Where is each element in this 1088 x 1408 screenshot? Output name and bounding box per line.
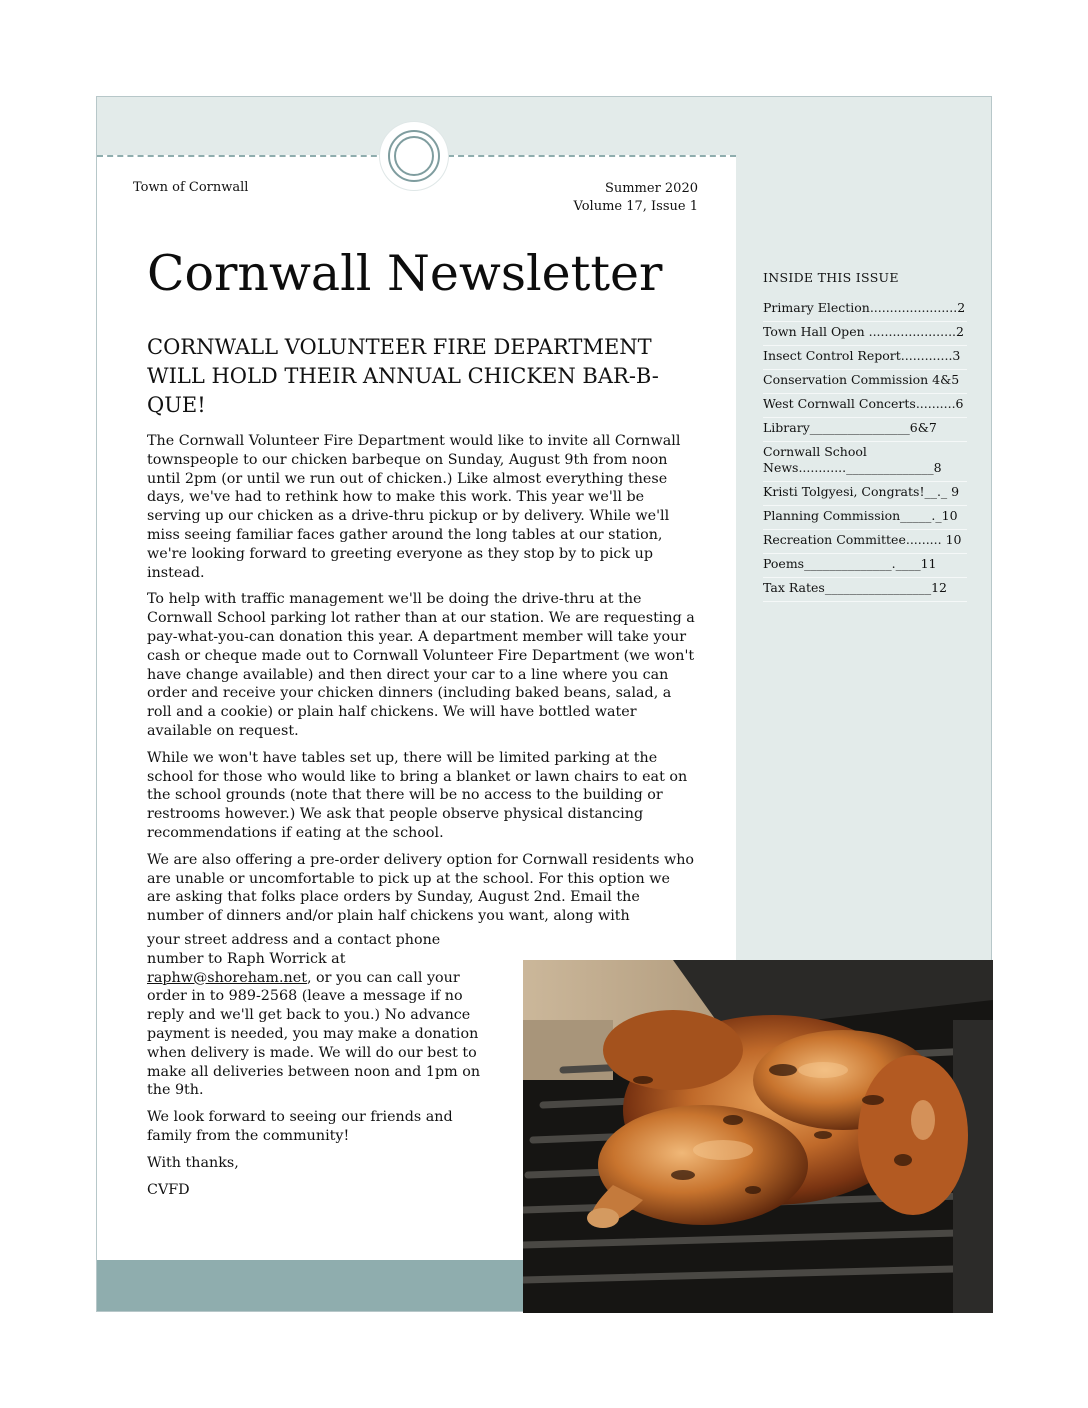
toc-list [763,298,967,602]
bottom-band [97,1260,527,1311]
article-paragraph-5: We look forward to seeing our friends and family from the community! [147,1109,453,1144]
toc-item: Insect Control Report.............3 [763,346,967,370]
article-paragraph-4-cont: your street address and a contact phone number to Raph Worrick at raphw@shoreham.net, or you can call your order in to 989-2568 (leave a message if no reply and we'll get back to you.) No advance payment is needed, you may make a donation when delivery is made. We will do our best to make all deliveries between noon and 1pm on the 9th. [147,932,481,1099]
toc-title: INSIDE THIS ISSUE [763,270,899,285]
article-paragraph-1: The Cornwall Volunteer Fire Department would like to invite all Cornwall townspeople to our chicken barbeque on Sunday, August 9th from noon until 2pm (or until we run out of chicken.) Like almost everything these days, we've had to rethink how to make this work. This year we'll be serving up our chicken as a drive-thru pickup or by delivery. While we'll miss seeing familiar faces gather around the long tables at our station, we're looking forward to greeting everyone as they stop by to pick up instead. [147,433,681,581]
toc-item: Library________________6&7 [763,418,967,442]
article-headline: CORNWALL VOLUNTEER FIRE DEPARTMENT WILL HOLD THEIR ANNUAL CHICKEN BAR-B-QUE! [147,335,659,417]
toc-item: Primary Election......................2 [763,298,967,322]
toc-item: Kristi Tolgyesi, Congrats!__._ 9 [763,482,967,506]
toc-item: Planning Commission_____._10 [763,506,967,530]
toc-item: Conservation Commission 4&5 [763,370,967,394]
dashed-rule-left [97,155,387,157]
email-link[interactable]: raphw@shoreham.net [147,969,307,986]
issue-volume: Volume 17, Issue 1 [573,199,698,214]
signature: CVFD [147,1181,190,1198]
issue-season: Summer 2020 [604,181,698,196]
town-name: Town of Cornwall [133,180,249,195]
toc-item: Town Hall Open ......................2 [763,322,967,346]
article-paragraph-4: We are also offering a pre-order delivery option for Cornwall residents who are unable or uncomfortable to pick up at the school. For this option we are asking that folks place orders by Sunday, August 2nd. Email the number of dinners and/or plain half chickens you want, along with [147,851,695,925]
toc-item: Poems______________.____11 [763,554,967,578]
article-paragraph-3: While we won't have tables set up, there will be limited parking at the school for those who would like to bring a blanket or lawn chairs to eat on the school grounds (note that there will be no access to the building or restrooms however.) We ask that people observe physical distancing recommendations if eating at the school. [147,749,688,841]
toc-item: Cornwall School News............______________8 [763,442,967,482]
issue-info [520,180,698,216]
toc-item: Tax Rates_________________12 [763,578,967,602]
article-paragraph-2: To help with traffic management we'll be doing the drive-thru at the Cornwall School parking lot rather than at our station. We are requesting a pay-what-you-can donation this year. A department member will take your cash or cheque made out to Cornwall Volunteer Fire Department (we won't have change available) and then direct your car to a line where you can order and receive your chicken dinners (including baked beans, salad, a roll and a cookie) or plain half chickens. We will have bottled water available on request. [147,591,695,739]
article-body [147,432,695,926]
closing-line: With thanks, [147,1154,239,1171]
toc-item: Recreation Committee......... 10 [763,530,967,554]
article-body-narrow [147,931,487,1207]
grilled-chicken-photo [523,960,993,1313]
toc-item: West Cornwall Concerts..........6 [763,394,967,418]
circle-emblem-icon [380,122,448,190]
newsletter-title: Cornwall Newsletter [147,245,663,302]
dashed-rule-right [448,155,736,157]
